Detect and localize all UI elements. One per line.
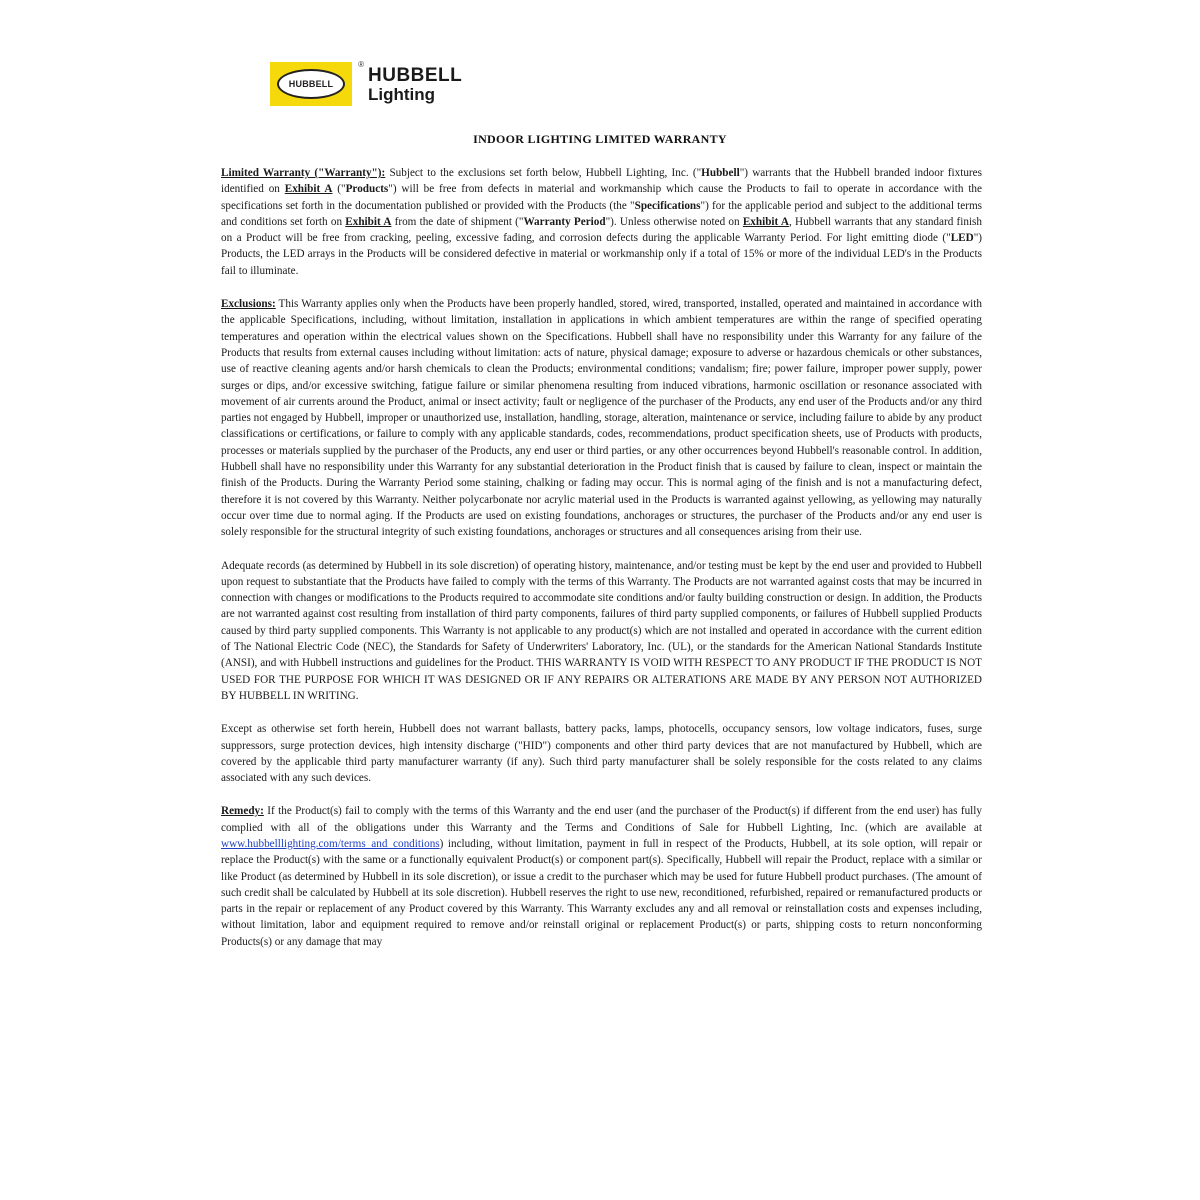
- logo-oval: HUBBELL: [277, 69, 345, 99]
- specifications-term: Specifications: [634, 199, 701, 212]
- remedy-text-2: ) including, without limitation, payment in full in respect of the Products, Hubbell, at its sole option, will repair or replace the Product(s) with the same or a functionally equivalent Product(s) or component part(s). Specifically, Hubbell will repair the Product, replace with a similar or like Product (as determined by Hubbell in its sole discretion), or issue a credit to the purchaser which may be used for future Hubbell product purchases. (The amount of such credit shall be calculated by Hubbell at its sole discretion). Hubbell reserves the right to use new, reconditioned, refurbished, repaired or remanufactured products or parts in the repair or replacement of any Product covered by this Warranty. This Warranty excludes any and all removal or reinstallation costs and expenses including, without limitation, labor and equipment required to remove and/or reinstall original or replacement Product(s) or parts, shipping costs to return nonconforming Products(s) or any damage that may: [221, 837, 982, 948]
- document-title: INDOOR LIGHTING LIMITED WARRANTY: [473, 132, 727, 146]
- warranty-text-7: "). Unless otherwise noted on: [605, 215, 743, 228]
- warranty-period-term: Warranty Period: [523, 215, 606, 228]
- warranty-text-5: ") for the applicable period and subject to the additional terms and conditions set forth on: [221, 199, 983, 228]
- exclusions-heading: Exclusions:: [221, 298, 276, 311]
- warranty-text-1: Subject to the exclusions set forth below, Hubbell Lighting, Inc. (": [385, 167, 702, 179]
- records-paragraph: Adequate records (as determined by Hubbell in its sole discretion) of operating history, maintenance, and/or testing must be kept by the end user and provided to Hubbell upon request to substantiate that the Products have failed to comply with the terms of this Warranty. The Products are not warranted against costs that may be incurred in connection with changes or modifications to the Products required to accommodate site conditions and/or faulty building construction or design. In addition, the Products are not warranted against cost resulting from installation of third party components, failures of third party supplied components, or failures of Hubbell supplied Products caused by third party supplied components. This Warranty is not applicable to any product(s) which are not installed and operated in accordance with the current edition of The National Electric Code (NEC), the Standards for Safety of Underwriters' Laboratory, Inc. (UL), or the standards for the American National Standards Institute (ANSI), and with Hubbell instructions and guidelines for the Product. THIS WARRANTY IS VOID WITH RESPECT TO ANY PRODUCT IF THE PRODUCT IS NOT USED FOR THE PURPOSE FOR WHICH IT WAS DESIGNED OR IF ANY REPAIRS OR ALTERATIONS ARE MADE BY ANY PERSON NOT AUTHORIZED BY HUBBELL IN WRITING.: [221, 559, 982, 702]
- warranty-text-3: (": [332, 183, 346, 196]
- exclusions-text: This Warranty applies only when the Products have been properly handled, stored, wired, transported, installed, operated and maintained in accordance with the applicable Specifications, including, without limitation, installation in applications in which ambient temperatures are within the range of specified operating temperatures and operation within the electrical values shown on the Specifications. Hubbell shall have no responsibility under this Warranty for any failure of the Products that results from external causes including without limitation: acts of nature, physical damage; exposure to adverse or hazardous chemicals or other substances, use of reactive cleaning agents and/or harsh chemicals to clean the Products; environmental conditions; vandalism; fire; power failure, improper power supply, power surges or dips, and/or excessive switching, fatigue failure or similar phenomena resulting from induced vibrations, harmonic oscillation or resonance associated with movement of air currents around the Product, animal or insect activity; fault or negligence of the purchaser of the Products, any end user of the Products and/or any third parties not engaged by Hubbell, improper or unauthorized use, installation, handling, storage, alteration, maintenance or service, including failure to abide by any product classifications or certifications, or failure to comply with any applicable standards, codes, recommendations, product specification sheets, use of Products with products, processes or materials supplied by the purchaser of the Products, any end user or third parties, or any other occurrences beyond Hubbell's reasonable control. In addition, Hubbell shall have no responsibility under this Warranty for any substantial deterioration in the Product finish that is caused by failure to clean, inspect or maintain the finish of the Products. During the Warranty Period some staining, chalking or fading may occur. This is normal aging of the finish and is not a manufacturing defect, therefore it is not covered by this Warranty. Neither polycarbonate nor acrylic material used in the Products is warranted against yellowing, as yellowing may naturally occur over time due to normal aging. If the Products are used on existing foundations, anchorages or structures, the purchaser of the Products and/or any end user is solely responsible for the structural integrity of such existing foundations, anchorages or structures and all consequences arising from their use.: [221, 298, 982, 539]
- warranty-text-4: ") will be free from defects in material and workmanship which cause the Products to fail to operate in accordance with the specifications set forth in the documentation published or provided with the Products (the ": [221, 183, 982, 212]
- hubbell-lighting-logo: [270, 60, 462, 108]
- warranty-text-6: from the date of shipment (": [391, 215, 524, 228]
- logo-line-1: HUBBELL: [368, 64, 463, 86]
- warranty-heading: Limited Warranty ("Warranty"):: [221, 167, 386, 179]
- terms-link[interactable]: www.hubbelllighting.com/terms_and_conditions: [221, 837, 440, 850]
- remedy-paragraph: [221, 803, 982, 950]
- exclusions-paragraph: [221, 296, 982, 540]
- warranty-text-8: , Hubbell warrants that any standard finish on a Product will be free from cracking, peeling, excessive fading, and corrosion defects during the applicable Warranty Period. For light emitting diode (": [221, 215, 982, 245]
- logo-line-2: Lighting: [368, 84, 436, 104]
- exhibit-a-ref-3: Exhibit A: [742, 215, 789, 228]
- hubbell-term: Hubbell: [701, 167, 740, 179]
- warranty-text-9: ") Products, the LED arrays in the Products will be considered defective in material or workmanship only if a total of 15% or more of the individual LED's in the Products fail to illuminate.: [221, 232, 982, 277]
- led-term: LED: [950, 232, 974, 245]
- registered-mark: ®: [358, 60, 364, 69]
- warranty-text-2: ") warrants that the Hubbell branded indoor fixtures identified on: [221, 167, 982, 196]
- document-body: [221, 165, 982, 967]
- products-term: Products: [345, 183, 389, 196]
- third-party-paragraph: Except as otherwise set forth herein, Hubbell does not warrant ballasts, battery packs, lamps, photocells, occupancy sensors, low voltage indicators, fuses, surge suppressors, surge protection devices, high intensity discharge ("HID") components and other third party devices that are not manufactured by Hubbell, which are covered by the applicable third party manufacturer warranty (if any). Such third party manufacturer shall be solely responsible for the costs related to any claims associated with any such devices.: [221, 723, 982, 785]
- logo-wordmark: [368, 66, 462, 103]
- exhibit-a-ref-2: Exhibit A: [345, 215, 392, 228]
- logo-badge: [270, 60, 364, 106]
- exhibit-a-ref-1: Exhibit A: [284, 183, 333, 196]
- remedy-heading: Remedy:: [221, 805, 264, 818]
- remedy-text-1: If the Product(s) fail to comply with the terms of this Warranty and the end user (and the purchaser of the Product(s) if different from the end user) has fully complied with all of the obligations under this Warranty and the Terms and Conditions of Sale for Hubbell Lighting, Inc. (which are available at: [221, 805, 982, 834]
- warranty-paragraph: [221, 165, 982, 279]
